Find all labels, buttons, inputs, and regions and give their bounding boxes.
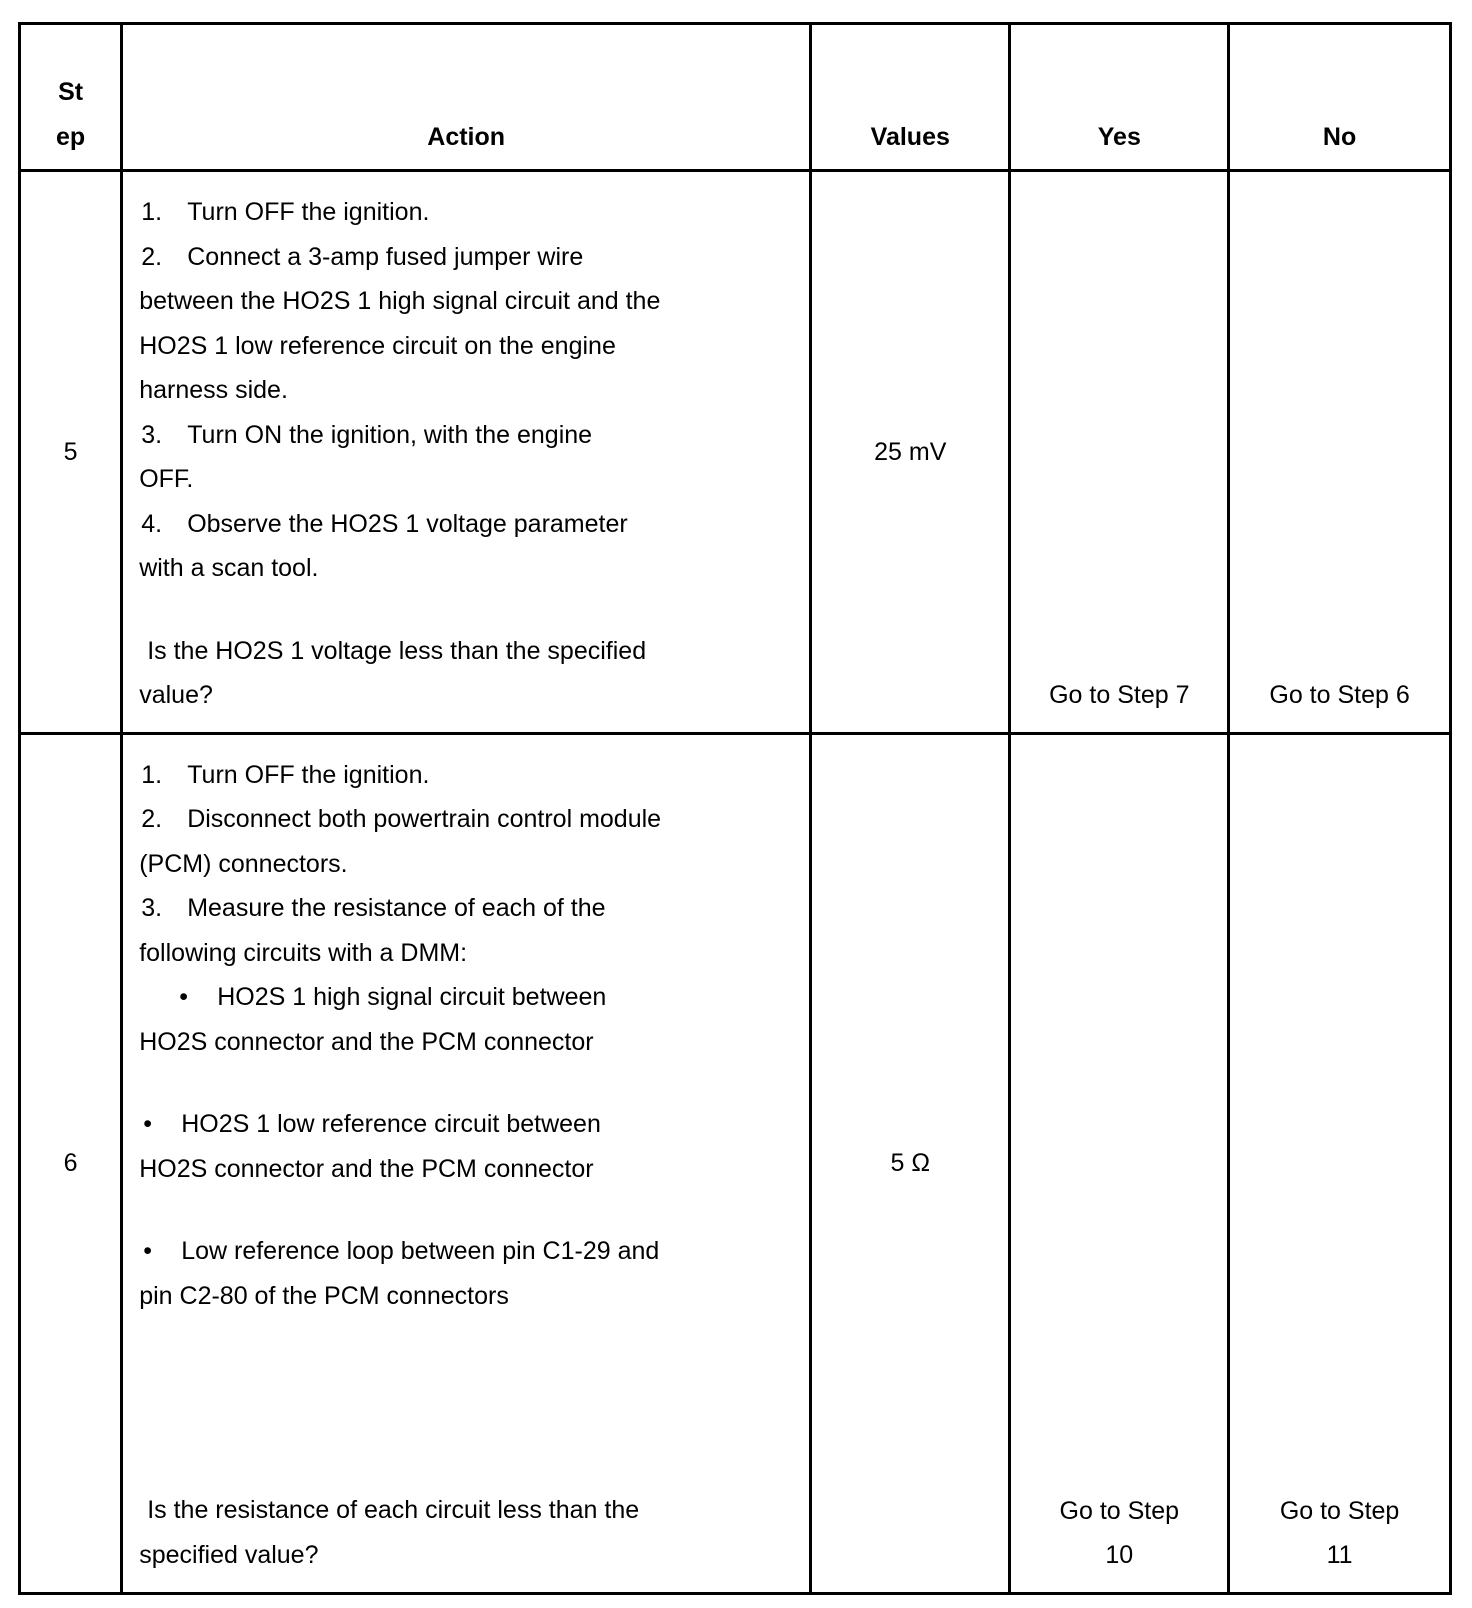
question: Is the resistance of each circuit less than the — [147, 1496, 640, 1524]
header-yes: Yes — [1010, 24, 1229, 171]
action-cell: 1. Turn OFF the ignition. 2. Connect a 3-amp fused jumper wire between the HO2S 1 high signal circuit and the HO2S 1 low reference circuit on the engine harness side. 3. Turn ON the ignition, with the engine OFF. 4. Observe the HO2S 1 voltage parameter with a scan tool. Is the HO2S 1 voltage less than the specified value? — [122, 171, 811, 734]
action-step: 1. Turn OFF the ignition. — [141, 198, 430, 226]
step-number: 5 — [20, 171, 122, 734]
bullet-item: • HO2S 1 low reference circuit between — [143, 1110, 601, 1138]
yes-cell: Go to Step 7 — [1010, 171, 1229, 734]
action-step: 3. Turn ON the ignition, with the engine — [141, 420, 593, 449]
diagnostic-table — [18, 22, 1452, 1595]
header-step: St ep — [20, 24, 122, 171]
yes-cell: Go to Step 10 — [1010, 733, 1229, 1593]
no-cell: Go to Step 6 — [1229, 171, 1451, 734]
bullet-item: • HO2S 1 high signal circuit between — [179, 983, 607, 1011]
bullet-item: • Low reference loop between pin C1-29 and — [143, 1237, 660, 1265]
value-cell: 5 Ω — [811, 733, 1010, 1593]
no-cell: Go to Step 11 — [1229, 733, 1451, 1593]
action-cell: 1. Turn OFF the ignition. 2. Disconnect both powertrain control module (PCM) connectors. 3. Measure the resistance of each of the following circuits with a DMM: • HO2S 1 high signal circuit between HO2S connector and the PCM connector • HO2S 1 low reference circuit between HO2S connector and the PCM connector • Low reference loop between pin C1-29 and pin C2-80 of the PCM connectors Is the resistance of each circuit less than the specified value? — [122, 733, 811, 1593]
value-cell: 25 mV — [811, 171, 1010, 734]
action-step: 2. Connect a 3-amp fused jumper wire — [141, 242, 584, 271]
header-action: Action — [122, 24, 811, 171]
table-row — [20, 171, 1451, 734]
action-step: 2. Disconnect both powertrain control module — [141, 805, 662, 833]
header-row — [20, 24, 1451, 171]
table-row — [20, 733, 1451, 1593]
action-step: 3. Measure the resistance of each of the — [141, 894, 606, 922]
question: Is the HO2S 1 voltage less than the specified — [147, 636, 647, 665]
step-number: 6 — [20, 733, 122, 1593]
header-values: Values — [811, 24, 1010, 171]
header-no: No — [1229, 24, 1451, 171]
action-step: 1. Turn OFF the ignition. — [141, 760, 430, 789]
action-step: 4. Observe the HO2S 1 voltage parameter — [141, 509, 628, 538]
